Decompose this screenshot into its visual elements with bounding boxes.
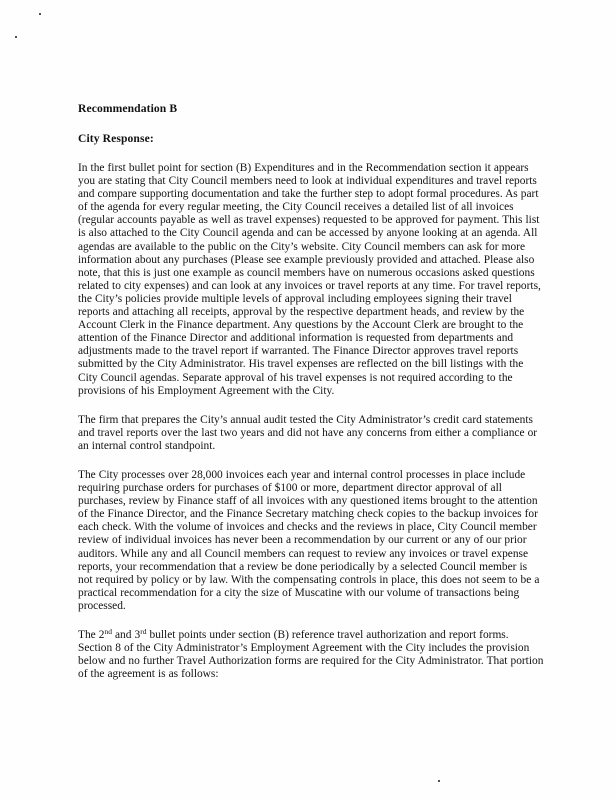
paragraph-travel-authorization	[78, 629, 544, 681]
scan-speck	[15, 36, 17, 38]
paragraph-4-text-1: The 2	[78, 629, 105, 641]
ordinal-suffix-nd: nd	[104, 627, 112, 636]
paragraph-4-text-2: and 3	[111, 629, 141, 641]
paragraph-first-bullet-response: In the first bullet point for section (B) Expenditures and in the Recommendation section it appears you are stating that City Council members need to look at individual expenditures and travel reports and compare supporting documentation and take the further step to adopt formal procedures. As part of the agenda for every regular meeting, the City Council receives a detailed list of all invoices (regular accounts payable as well as travel expenses) requested to be approved for payment. This list is also attached to the City Council agenda and can be accessed by anyone looking at an agenda. All agendas are available to the public on the City’s website. City Council members can ask for more information about any purchases (Please see example previously provided and attached. Please also note, that this is just one example as council members have on numerous occasions asked questions related to city expenses) and can look at any invoices or travel reports at any time. For travel reports, the City’s policies provide multiple levels of approval including employees signing their travel reports and attaching all receipts, approval by the respective department heads, and review by the Account Clerk in the Finance department. Any questions by the Account Clerk are brought to the attention of the Finance Director and additional information is requested from departments and adjustments made to the travel report if warranted. The Finance Director approves travel reports submitted by the City Administrator. His travel expenses are reflected on the bill listings with the City Council agendas. Separate approval of his travel expenses is not required according to the provisions of his Employment Agreement with the City.	[78, 162, 541, 397]
paragraph-audit-firm: The firm that prepares the City’s annual audit tested the City Administrator’s credit card statements and travel reports over the last two years and did not have any concerns from either a compliance or an internal control standpoint.	[78, 413, 538, 452]
scan-speck	[39, 13, 41, 15]
document-body	[78, 102, 544, 697]
heading-city-response: City Response:	[78, 132, 154, 145]
scan-speck	[438, 780, 440, 782]
ordinal-suffix-rd: rd	[140, 627, 147, 636]
paragraph-invoice-processes: The City processes over 28,000 invoices each year and internal control processes in place include requiring purchase orders for purchases of $100 or more, department director approval of all purchases, review by Finance staff of all invoices with any questioned items brought to the attention of the Finance Director, and the Finance Secretary matching check copies to the backup invoices for each check. With the volume of invoices and checks and the reviews in place, City Council member review of individual invoices has never been a recommendation by our current or any of our prior auditors. While any and all Council members can request to review any invoices or travel expense reports, your recommendation that a review be done periodically by a selected Council member is not required by policy or by law. With the compensating controls in place, this does not seem to be a practical recommendation for a city the size of Muscatine with our volume of transactions being processed.	[78, 468, 540, 612]
paragraph-4-text-3: bullet points under section (B) reference travel authorization and report forms. Section 8 of the City Administrator’s Employment Agreement with the City includes the provision below and no further Travel Authorization forms are required for the City Administrator. That portion of the agreement is as follows:	[78, 629, 544, 681]
heading-recommendation-b: Recommendation B	[78, 102, 178, 115]
